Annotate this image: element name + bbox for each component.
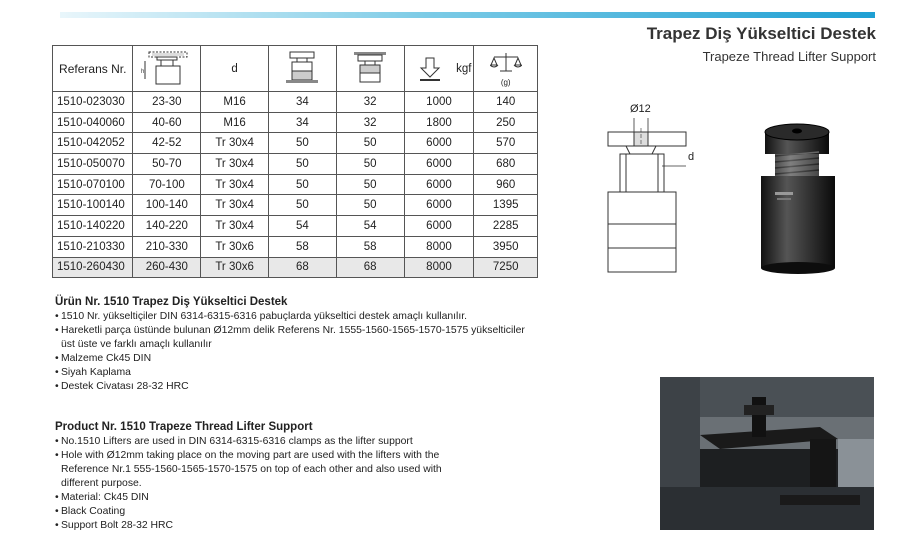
list-item: • Destek Civatası 28-32 HRC [55,380,525,394]
list-item: • Siyah Kaplama [55,366,525,380]
cell-g: 680 [474,154,538,175]
cell-h1: 68 [269,257,337,278]
table-row [53,216,538,237]
cell-h1: 50 [269,195,337,216]
cell-d: Tr 30x4 [201,154,269,175]
cell-g: 1395 [474,195,538,216]
cell-h2: 68 [336,257,404,278]
description-tr-list [55,310,525,394]
table-row [53,112,538,133]
cell-kgf: 6000 [404,216,474,237]
cell-range: 260-430 [133,257,201,278]
cell-range: 23-30 [133,92,201,113]
spec-table [52,45,538,278]
table-row [53,236,538,257]
table-row [53,257,538,278]
cell-kgf: 6000 [404,133,474,154]
cell-h1: 34 [269,112,337,133]
cell-range: 140-220 [133,216,201,237]
cell-d: Tr 30x6 [201,257,269,278]
cell-kgf: 8000 [404,257,474,278]
cell-h1: 54 [269,216,337,237]
cell-ref: 1510-050070 [53,154,133,175]
svg-text:h: h [140,68,145,75]
lifter-height-icon [133,46,201,92]
lifter-top-icon [269,46,337,92]
cell-h2: 32 [336,92,404,113]
cell-h2: 54 [336,216,404,237]
cell-d: M16 [201,112,269,133]
description-english [55,420,455,533]
table-row [53,195,538,216]
col-header-kgf: kgf [456,62,472,75]
cell-h1: 50 [269,133,337,154]
cell-h2: 50 [336,174,404,195]
cell-d: Tr 30x4 [201,174,269,195]
cell-g: 7250 [474,257,538,278]
col-header-kgf-cell [404,46,474,92]
cell-d: Tr 30x4 [201,195,269,216]
cell-h2: 50 [336,133,404,154]
cell-range: 100-140 [133,195,201,216]
cell-g: 960 [474,174,538,195]
description-turkish [55,295,525,394]
application-photo [660,377,874,530]
list-item: • No.1510 Lifters are used in DIN 6314-6315-6316 clamps as the lifter support [55,435,455,449]
table-row [53,154,538,175]
cell-kgf: 6000 [404,195,474,216]
thread-d-label: d [688,151,695,163]
description-en-heading: Product Nr. 1510 Trapeze Thread Lifter Support [55,421,313,433]
list-item: • Support Bolt 28-32 HRC [55,519,455,533]
cell-kgf: 1000 [404,92,474,113]
cell-d: M16 [201,92,269,113]
cell-range: 40-60 [133,112,201,133]
title-turkish: Trapez Diş Yükseltici Destek [646,24,876,43]
cell-g: 250 [474,112,538,133]
technical-drawing [598,98,698,278]
description-tr-heading: Ürün Nr. 1510 Trapez Diş Yükseltici Destek [55,296,288,308]
cell-d: Tr 30x6 [201,236,269,257]
cell-ref: 1510-140220 [53,216,133,237]
cell-h1: 50 [269,154,337,175]
cell-kgf: 1800 [404,112,474,133]
cell-h2: 50 [336,195,404,216]
cell-g: 570 [474,133,538,154]
list-item: • Malzeme Ck45 DIN [55,352,525,366]
col-header-g-cell [474,46,538,92]
cell-range: 70-100 [133,174,201,195]
cell-g: 140 [474,92,538,113]
list-item: • 1510 Nr. yükseltiçiler DIN 6314-6315-6316 pabuçlarda yükseltici destek amaçlı kullanılır. [55,310,525,324]
cell-d: Tr 30x4 [201,216,269,237]
cell-h1: 58 [269,236,337,257]
cell-h2: 58 [336,236,404,257]
list-item: • Hole with Ø12mm taking place on the moving part are used with the lifters with the Reference Nr.1 555-1560-1565-1570-1575 on top of each other and also used with different purpose. [55,449,455,491]
cell-h2: 50 [336,154,404,175]
table-row [53,174,538,195]
description-en-list [55,435,455,533]
col-header-d: d [201,46,269,92]
header-accent-bar [60,12,875,18]
col-header-g: (g) [500,77,511,87]
hole-diameter-label: Ø12 [630,103,651,115]
cell-ref: 1510-210330 [53,236,133,257]
list-item: • Material: Ck45 DIN [55,491,455,505]
cell-ref: 1510-040060 [53,112,133,133]
list-item: • Hareketli parça üstünde bulunan Ø12mm delik Referens Nr. 1555-1560-1565-1570-1575 yükselticiler üst üste ve farklı amaçlı kullanılır [55,324,525,352]
cell-h2: 32 [336,112,404,133]
load-arrow-icon [418,56,442,82]
col-header-ref: Referans Nr. [53,46,133,92]
title-english: Trapeze Thread Lifter Support [702,49,876,64]
cell-ref: 1510-100140 [53,195,133,216]
table-row [53,133,538,154]
list-item: • Black Coating [55,505,455,519]
cell-kgf: 6000 [404,174,474,195]
table-row [53,92,538,113]
product-photo [755,118,845,278]
cell-range: 210-330 [133,236,201,257]
cell-h1: 34 [269,92,337,113]
weight-scale-icon [490,51,522,79]
cell-ref: 1510-023030 [53,92,133,113]
cell-range: 50-70 [133,154,201,175]
cell-kgf: 6000 [404,154,474,175]
cell-kgf: 8000 [404,236,474,257]
cell-ref: 1510-260430 [53,257,133,278]
cell-d: Tr 30x4 [201,133,269,154]
spec-table-header [53,46,538,92]
lifter-bottom-icon [336,46,404,92]
cell-range: 42-52 [133,133,201,154]
cell-ref: 1510-042052 [53,133,133,154]
cell-h1: 50 [269,174,337,195]
cell-ref: 1510-070100 [53,174,133,195]
cell-g: 2285 [474,216,538,237]
cell-g: 3950 [474,236,538,257]
